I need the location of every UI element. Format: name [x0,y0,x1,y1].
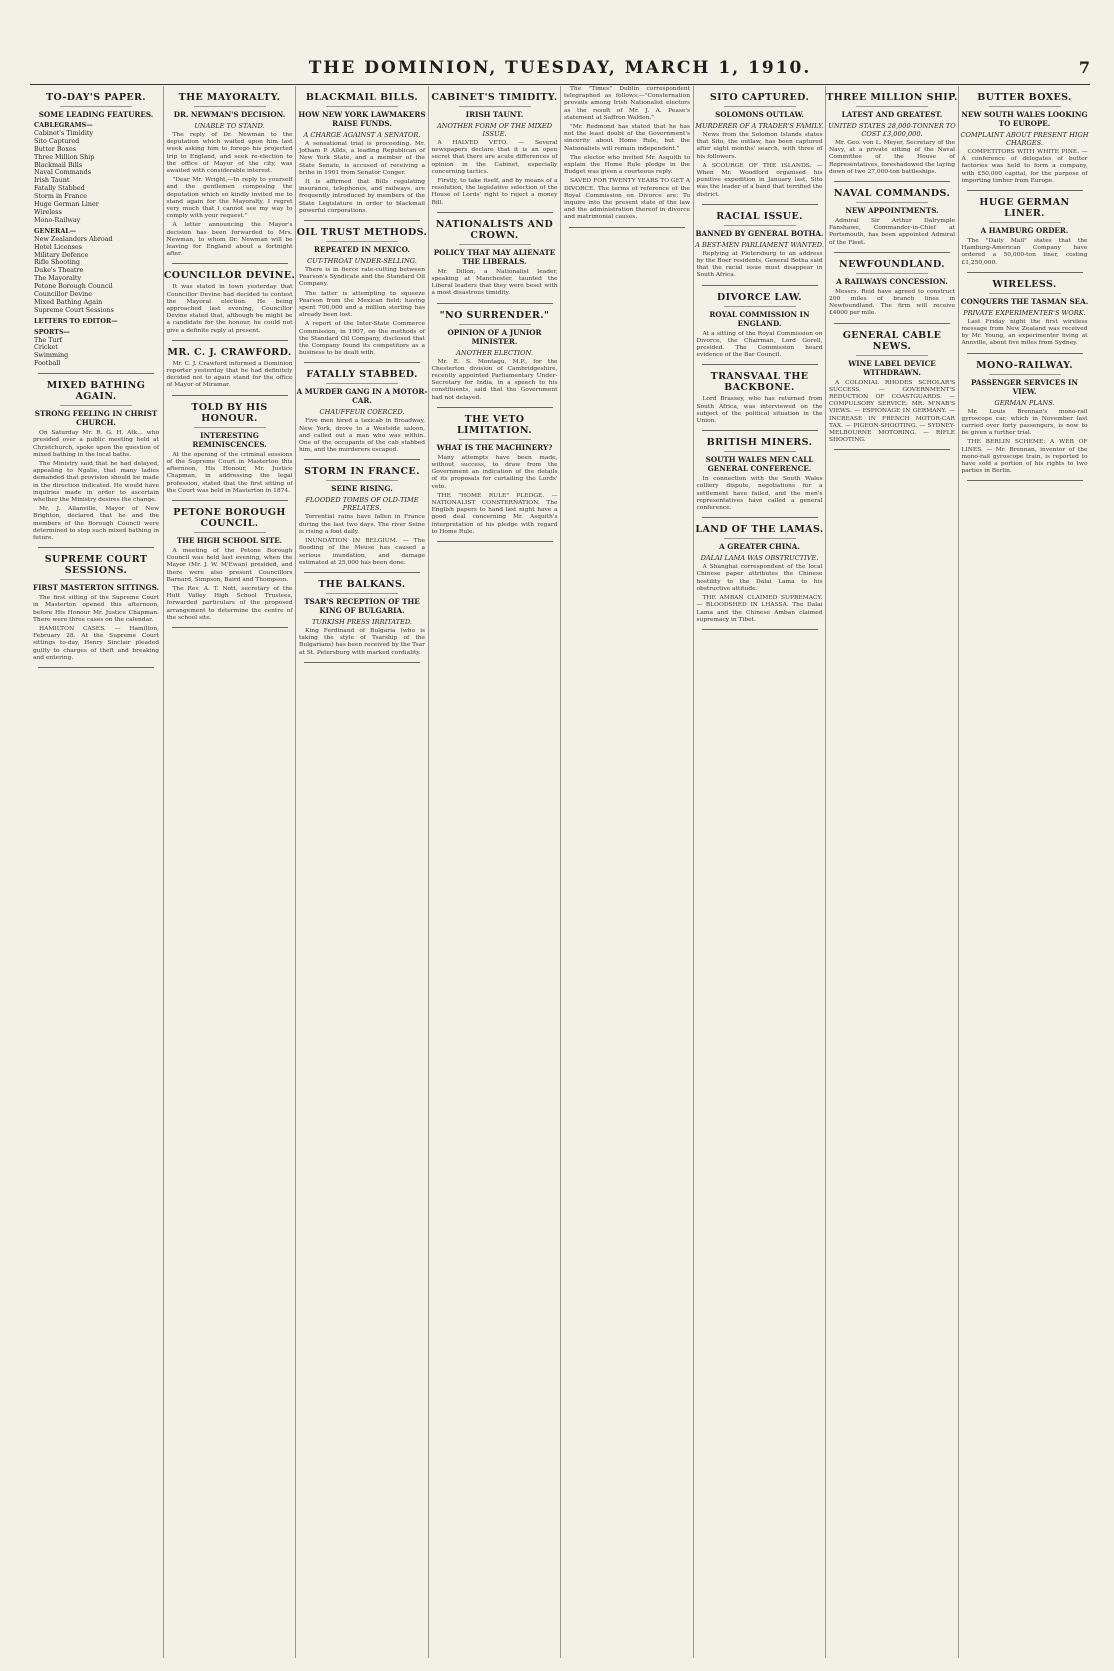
article-rule [834,449,950,450]
contents-item: CABLEGRAMS— [34,121,93,129]
article-deck: COMPLAINT ABOUT PRESENT HIGH CHARGES. [960,131,1089,147]
article-body [33,430,159,542]
column-2 [163,86,296,1658]
article [164,402,296,501]
article-subheading: THE HIGH SCHOOL SITE. [176,535,283,545]
divider [326,593,398,594]
paragraph: King Ferdinand of Bulgaria (who is taking the style of Tsarship of the Bulgarians) has been received by the Tsar at St. Petersburg with marked cordiality. [299,627,425,656]
paragraph: A letter announcing the Mayor's decision has been forwarded to Mrs. Newman, to whom Dr. Newman will be leaving for England about a fortnight after. [166,222,293,258]
paragraph: INUNDATION IN BELGIUM. — The flooding of the Meuse has caused a serious inundation, and damage estimated at 25,000 has been done. [299,538,425,566]
paragraph: Mr. Dillon, a Nationalist leader, speaking at Manchester, taunted the Liberal leaders that they were beset with a most disastrous timidity. [431,268,558,297]
article-deck: DALAI LAMA WAS OBSTRUCTIVE. [700,554,819,563]
article-deck: MURDERER OF A TRADER'S FAMILY. [695,122,824,130]
paragraph: THE AMBAN CLAIMED SUPREMACY. — BLOODSHED IN LHASSA. The Dalai Lama and the Chinese Amban claimed supremacy in Tibet. [696,595,823,623]
paragraph: Firstly, to take itself, and by means of a resolution, the legislative selection of the House of Lords' right to reject a money Bill. [431,178,558,206]
article-headline: SUPREME COURT SESSIONS. [44,554,148,577]
article-rule [172,627,288,628]
article-body [829,218,955,247]
article-body [299,141,425,215]
paragraph: The elector who invited Mr. Asquith to explain the Home Rule pledge in the Budget was given a courteous reply. [564,154,690,176]
article-rule [38,373,154,374]
article [296,369,428,460]
article-rule [702,430,818,431]
article-subheading: POLICY THAT MAY ALIENATE THE LIBERALS. [433,247,556,266]
column-6 [693,86,826,1658]
article-subheading: NEW SOUTH WALES LOOKING TO EUROPE. [961,110,1088,128]
article-subheading: INTERESTING REMINISCENCES. [192,430,267,449]
article [959,360,1091,482]
article-body [167,452,293,495]
article-subheading: REPEATED IN MEXICO. [314,245,410,255]
article-body [167,548,293,622]
article [826,330,958,451]
article [826,259,958,324]
divider [724,225,796,226]
article-headline: MR. C. J. CRAWFORD. [167,346,292,358]
article [694,211,826,286]
contents-item: Duke's Theatre [34,266,84,275]
paragraph: Many attempts have been made, without success, to draw from the Government an indication of the details of its proposals for curtailing the Lords' veto. [431,454,558,490]
article-body [299,418,425,454]
contents-item: Fatally Stabbed [34,184,85,193]
article-rule [967,272,1083,273]
divider [326,480,398,481]
paragraph: The reply of Dr. Newman to the deputation which waited upon him last week asking him to forego his projected trip to England, and seek re-election to the office of Mayor of the city, was awaited with considerable interest. [166,132,293,175]
article-headline: CABINET'S TIMIDITY. [431,92,558,103]
article-headline: MONO-RAILWAY. [976,359,1073,371]
article-rule [834,181,950,182]
article-body [697,251,823,280]
article-subheading: A GREATER CHINA. [719,542,800,552]
article-rule [304,459,420,460]
article-body [299,514,425,566]
article-body [432,359,558,402]
paragraph: A Shanghai correspondent of the local Chinese paper attributes the Chinese hostility to the Dalai Lama to his obstructive attitude. [696,564,823,592]
article-body [697,396,823,425]
article-body [962,149,1088,185]
contents-item: Naval Commands [34,168,92,177]
article [694,371,826,431]
divider [60,106,132,107]
article [164,507,296,628]
article-headline: FATALLY STABBED. [306,369,418,381]
article-headline: "NO SURRENDER." [439,309,550,321]
article-subheading: A RAILWAYS CONCESSION. [836,276,948,286]
article-deck: ANOTHER ELECTION. [456,348,533,357]
article [30,92,162,374]
article-subheading: SEINE RISING. [331,484,393,494]
article-subheading: SOME LEADING FEATURES. [38,110,154,119]
article [694,437,826,518]
paragraph: "Mr. Redmond has stated that he has not the least doubt of the Government's sincerity about Home Rule, but the Nationalists will remain independent." [564,124,690,152]
article-subheading: WINE LABEL DEVICE WITHDRAWN. [848,358,936,377]
article-body [697,331,823,360]
divider [724,538,796,539]
article [694,292,826,366]
article-body [299,267,425,357]
paragraph: At a sitting of the Royal Commission on Divorce, the Chairman, Lord Gorell, presided. The Commission heard evidence of the Bar Council. [696,330,823,359]
paragraph: THE BERLIN SCHEME: A WEB OF LINES. — Mr. Brennan, inventor of the mono-rail gyroscope train, is reported to have sold a portion of his rights to two parties in Berlin. [961,439,1088,475]
masthead [30,58,1090,80]
column-4 [428,86,561,1658]
article-headline: TOLD BY HIS HONOUR. [191,401,268,424]
divider [326,383,398,384]
divider [989,106,1061,107]
contents-item: Butter Boxes [34,144,77,153]
article-body [432,269,558,298]
article-rule [172,340,288,341]
article [164,92,296,264]
article-subheading: DR. NEWMAN'S DECISION. [173,110,286,119]
article-rule [967,190,1083,191]
article-subheading: HOW NEW YORK LAWMAKERS RAISE FUNDS. [298,110,426,128]
article-body [697,476,823,512]
paragraph: SAVED FOR TWENTY YEARS TO GET A DIVORCE. The terms of reference of the Royal Commission on Divorce are: To inquire into the present state of the law and the administration thereof in divorce and matrimonial causes. [564,178,690,221]
article-body [167,361,293,390]
article [30,554,162,668]
paragraph: Five men hired a taxicab in Broadway, New York, drove to a Westside saloon, and called out a man who was within. One of the occupants of the cab stabbed him, and the murderers escaped. [299,418,425,454]
article-rule [702,629,818,630]
article-body [33,595,159,662]
article [561,86,693,228]
paragraph: Admiral Sir Arthur Dalrymple Fanshawe, Commander-in-Chief at Portsmouth, has been appointed Admiral of the Fleet. [829,218,955,246]
divider [856,106,928,107]
article [429,92,561,213]
column-3 [295,86,428,1658]
article-headline: COUNCILLOR DEVINE. [163,270,296,282]
paragraph: The "Times" Dublin correspondent telegraphed as follows:—"Consternation prevails among Irish Nationalist electors as the result of Mr. J. A. Pease's statement at Saffron Walden." [564,86,690,121]
divider [724,451,796,452]
divider [459,439,531,440]
contents-item: Football [34,359,61,368]
article-body [962,319,1088,348]
article-subheading: NEW APPOINTMENTS. [845,206,939,216]
article-headline: TRANSVAAL THE BACKBONE. [710,371,809,394]
article [164,270,296,340]
article-subheading: TSAR'S RECEPTION OF THE KING OF BULGARIA. [304,596,420,615]
paragraph: HAMILTON CASES. — Hamilton, February 28. At the Supreme Court sittings to-day, Henry Sinclair pleaded guilty to charges of theft and breaking and entering. [33,626,159,661]
contents-item: LETTERS TO EDITOR— [34,316,118,325]
article [429,219,561,304]
paragraph: A meeting of the Petone Borough Council was held last evening, when the Mayor (Mr. J. W. M'Ewan) presided, and there were also present Councillors Barnard, Simpson, Baird and Thompson. [166,547,293,583]
article-headline: STORM IN FRANCE. [304,466,420,478]
paragraph: It was stated in town yesterday that Councillor Devine had decided to contest the Mayoral election. He being approached last evening, Councillor Devine stated that, although he might be a candidate for the honour, he could not give a definite reply at present. [166,284,293,334]
paragraph: Replying at Pietersburg to an address by the Boer residents, General Botha said that the racial issue must disappear in South Africa. [696,250,823,279]
paragraph: At the opening of the criminal sessions of the Supreme Court in Masterton this afternoon, His Honour, Mr. Justice Chapman, in addressing the legal profession, stated that the first sitting of the Court was held in Masterton in 1874. [166,451,293,494]
article-rule [38,667,154,668]
article-deck: UNABLE TO STAND. [194,122,265,130]
article-rule [967,353,1083,354]
paragraph: THE "HOME RULE" PLEDGE. — NATIONALIST CONSTERNATION. The English papers to hand last night have a good deal concerning Mr. Asquith's interpretation of his pledge with regard to Home Rule. [431,492,558,535]
article-subheading: IRISH TAUNT. [465,110,524,119]
article-headline: MIXED BATHING AGAIN. [46,380,146,403]
article [296,92,428,221]
divider [724,306,796,307]
article-rule [702,517,818,518]
article-body [962,409,1088,476]
article-rule [702,364,818,365]
article-deck: CHAUFFEUR COERCED. [319,408,405,417]
paragraph: A COLONIAL RHODES SCHOLAR'S SUCCESS. — GOVERNMENT'S REDUCTION OF COASTGUARDS. — COMPULSORY SERVICE: MR. M'NAB'S VIEWS. — ESPIONAGE IN GERMANY. — INCREASE IN FRENCH MOTOR-CAR TAX. — PIGEON-SHOOTING. — SYDNEY-MELBOURNE MOTORING. — RIFLE SHOOTING. [829,379,955,444]
article-deck: GERMAN PLANS. [994,398,1055,407]
column-8 [958,86,1091,1658]
paragraph: Last Friday night the first wireless message from New Zealand was received by Mr. Young, an experimenter living at Annville, about five miles from Sydney. [961,318,1088,347]
paragraph: A report of the Inter-State Commerce Commission, in 1907, on the methods of the Standard Oil Company, disclosed that the Company found its competitors as a business to be dealt with. [299,321,425,357]
divider [856,202,928,203]
article [429,310,561,408]
header-rule [30,84,1090,85]
article-rule [834,252,950,253]
paragraph: It is affirmed that Bills regulating insurance, telephones, and railways, are frequently introduced by members of the State Legislature in order to blackmail powerful corporations. [299,179,425,214]
paragraph: Torrential rains have fallen in France during the last two days. The river Seine is rising a foot daily. [299,514,425,535]
paragraph: Mr. Louis Brennan's mono-rail gyroscope car, which in November last carried over forty passengers, is now to be given a further trial. [961,408,1088,437]
divider [194,427,266,428]
article-headline: THE BALKANS. [318,578,406,590]
paragraph: "Dear Mr. Wright,—In reply to yourself and the gentlemen composing the deputation which so kindly invited me to stand again for the Mayoralty, I regret very much that I cannot see my way to comply with your request." [166,177,293,220]
contents-item: Supreme Court Sessions [34,305,114,314]
article-headline: NAVAL COMMANDS. [833,188,951,200]
article-deck: TURKISH PRESS IRRITATED. [312,617,412,626]
contents-item: Huge German Liner [34,200,99,209]
paragraph: Mr. J. Allanville, Mayor of New Brighton, declared that he and the members of the Borough Council were determined to stop such mixed bathing in future. [33,506,159,542]
contents-item: Blackmail Bills [34,160,83,169]
contents-item: Cabinet's Timidity [34,128,94,137]
contents-item: The Turf [34,335,62,344]
article [826,188,958,253]
article-headline: THREE MILLION SHIP. [826,92,958,103]
paragraph: COMPETITORS WITH WHITE PINE. — A conference of delegates of butter factories was held to form a company, with £50,000 capital, for the purpose of importing timber from Europe. [961,149,1088,184]
contents-item: Three Million Ship [34,152,95,161]
column-5 [560,86,693,1658]
article [429,414,561,542]
article-body [167,284,293,334]
article-rule [172,395,288,396]
article-body [829,289,955,318]
contents-item: Mono-Railway [34,215,81,224]
article-headline: NATIONALISTS AND CROWN. [435,218,554,241]
divider [194,106,266,107]
page-number: 7 [1078,58,1090,77]
article-rule [569,227,685,228]
article-rule [437,212,553,213]
article-rule [967,480,1083,481]
divider [459,106,531,107]
article-rule [702,285,818,286]
contents-item: Cricket [34,343,58,352]
article-deck: CUT-THROAT UNDER-SELLING. [307,257,417,266]
article-rule [304,662,420,663]
divider [856,355,928,356]
article-body [829,140,955,176]
article-headline: NEWFOUNDLAND. [839,258,945,270]
divider [326,106,398,107]
article-body [564,86,690,222]
article-subheading: ROYAL COMMISSION IN ENGLAND. [709,309,810,328]
article-headline: GENERAL CABLE NEWS. [842,329,942,352]
article [959,92,1091,191]
article-subheading: STRONG FEELING IN CHRIST CHURCH. [34,409,158,428]
divider [194,532,266,533]
contents-item: Wireless [34,207,62,216]
article-deck: ANOTHER FORM OF THE MIXED ISSUE. [436,122,553,138]
article-headline: OIL TRUST METHODS. [296,227,428,239]
article-rule [834,323,950,324]
article-subheading: SOUTH WALES MEN CALL GENERAL CONFERENCE. [705,455,814,474]
article-headline: BRITISH MINERS. [706,437,813,449]
article-deck: FLOODED TOMBS OF OLD-TIME PRELATES. [305,496,419,513]
article-body [167,132,293,258]
contents-item: Rifle Shooting [34,258,80,267]
divider [326,241,398,242]
paragraph: In connection with the South Wales colliery dispute, negotiations for a settlement have failed, and the men's representatives have called a general conference. [696,476,823,512]
divider [60,405,132,406]
divider [724,106,796,107]
divider [989,222,1061,223]
article-rule [172,500,288,501]
article [694,92,826,205]
article-body [697,564,823,624]
contents-item: Petone Borough Council [34,282,113,291]
article-headline: BLACKMAIL BILLS. [305,92,419,103]
paragraph: Messrs. Reid have agreed to construct 200 miles of branch lines in Newfoundland. The firm will receive £4000 per mile. [829,288,955,317]
paragraph: Mr. E. S. Montagu, M.P., for the Chesterton division of Cambridgeshire, recently appointed Parliamentary Under-Secretary for India, in a speech to his constituents, said that the Government had not delayed. [431,358,558,401]
article-headline: RACIAL ISSUE. [716,210,803,222]
contents-item: Hotel Licenses [34,242,82,251]
article-subheading: BANNED BY GENERAL BOTHA. [695,228,824,238]
paragraph: A sensational trial is proceeding. Mr. Jotham P. Allds, a leading Republican of New York State, and a member of the State Senate, is accused of receiving a bribe in 1901 from Senator Conger. [299,141,425,176]
article-rule [702,204,818,205]
article-headline: THE MAYORALTY. [178,92,281,103]
article-rule [304,362,420,363]
article-headline: PETONE BOROUGH COUNCIL. [173,506,286,529]
column-1 [30,86,162,1658]
article-subheading: WHAT IS THE MACHINERY? [436,442,553,452]
article-rule [437,303,553,304]
paragraph: A HALVED VETO. — Several newspapers declare that it is an open secret that there are acute differences of opinion in the Cabinet, especially concerning tactics. [431,140,558,175]
article-rule [38,547,154,548]
contents-item: New Zealanders Abroad [34,234,113,243]
article-headline: WIRELESS. [992,278,1057,290]
article-headline: THE VETO LIMITATION. [456,413,533,436]
paragraph: Mr. Geo. von L. Meyer, Secretary of the Navy, at a private sitting of the Naval Committee of the House of Representatives, foreshadowed the laying down of two 27,000-ton battleships. [829,140,955,175]
article [296,227,428,363]
article [694,524,826,630]
paragraph: The Rev. A. T. Nott, secretary of the Hutt Valley High School Trustees, forwarded particulars of the proposed arrangement to determine the centre of the school site. [166,585,293,621]
newspaper-title: THE DOMINION, TUESDAY, MARCH 1, 1910. [308,58,812,78]
article [959,279,1091,354]
paragraph: Mr. C. J. Crawford informed a Dominion reporter yesterday that he had definitely decided not to again stand for the office of Mayor of Miramar. [166,360,293,389]
article-subheading: PASSENGER SERVICES IN VIEW. [971,377,1078,396]
column-7 [825,86,958,1658]
article-body [299,628,425,657]
paragraph: News from the Solomon Islands states that Sito, the outlaw, has been captured after eight months' search, with three of his followers. [696,132,823,160]
paragraph: The Ministry said that he had delayed, appealing to Ngalie, that many ladies demanded that provision should be made in the direction indicated. He would have inquiries made in order to ascertain whether the Ministry desires the change. [33,461,159,504]
contents-item: The Mayoralty [34,274,82,283]
article-rule [172,263,288,264]
divider [856,273,928,274]
contents-list [34,122,158,368]
paragraph: A SCOURGE OF THE ISLANDS. — When Mr. Woodford organised his punitive expedition in January last, Sito was the leader of a band that terrified the district. [696,162,823,198]
article-headline: DIVORCE LAW. [716,291,803,303]
contents-item: Storm in France [34,192,87,201]
contents-item: Councillor Devine [34,290,93,299]
divider [989,374,1061,375]
article-deck: UNITED STATES 28,000-TONNER TO COST £3,000,000. [828,122,956,138]
contents-item: Swimming [34,351,69,360]
article-body [432,455,558,536]
article-subheading: FIRST MASTERTON SITTINGS. [32,583,160,593]
divider [989,293,1061,294]
article-rule [304,220,420,221]
article-deck: A BEST-MEN PARLIAMENT WANTED. [695,240,824,249]
article [296,466,428,572]
article-subheading: A HAMBURG ORDER. [980,226,1069,236]
contents-item: Mixed Bathing Again [34,297,103,306]
article-body [962,238,1088,267]
article-body [697,132,823,199]
paragraph: The "Daily Mail" states that the Hamburg-American Company have ordered a 50,000-ton liner, costing £1,250,000. [961,238,1088,266]
article [296,579,428,663]
article-headline: HUGE GERMAN LINER. [979,197,1070,220]
article-subheading: OPINION OF A JUNIOR MINISTER. [447,327,542,346]
article [30,380,162,548]
article-deck: PRIVATE EXPERIMENTER'S WORK. [963,308,1086,317]
paragraph: There is in fierce rate-cutting between Pearson's Syndicate and the Standard Oil Company. [299,267,425,288]
paragraph: On Saturday Mr. R. G. H. Atk... who presided over a public meeting held at Christchurch, spoke upon the question of mixed bathing in the local baths. [33,430,159,458]
article [959,197,1091,273]
article-body [432,140,558,207]
contents-item: Sito Captured [34,136,80,145]
article [826,92,958,182]
article [164,347,296,396]
paragraph: Lord Brassey, who has returned from South Africa, was interviewed on the subject of the political situation in the Union. [696,396,823,425]
article-subheading: CONQUERS THE TASMAN SEA. [960,296,1089,306]
article-subheading: A MURDER GANG IN A MOTOR-CAR. [296,387,428,406]
article-rule [304,572,420,573]
paragraph: The latter is attempting to squeeze Pearson from the Mexican field; having spent 700,000 and a million sterling has already been lost. [299,290,425,319]
article-subheading: SOLOMONS OUTLAW. [715,110,804,119]
contents-item: GENERAL— [34,226,77,235]
article-headline: SITO CAPTURED. [709,92,810,103]
article-rule [437,407,553,408]
article-body [829,380,955,445]
article-headline: LAND OF THE LAMAS. [695,524,824,536]
contents-item: SPORTS— [34,327,70,336]
divider [60,579,132,580]
contents-item: Irish Taunt [34,176,70,185]
article-rule [437,541,553,542]
article-subheading: LATEST AND GREATEST. [841,110,943,119]
paragraph: The first sitting of the Supreme Court in Masterton opened this afternoon, before His Honour Mr. Justice Chapman. There were three cases on the calendar. [33,595,159,623]
article-headline: BUTTER BOXES. [977,92,1072,103]
article-headline: TO-DAY'S PAPER. [45,92,147,103]
article-deck: A CHARGE AGAINST A SENATOR. [303,131,421,139]
divider [459,244,531,245]
divider [459,324,531,325]
contents-item: Military Defence [34,250,89,259]
